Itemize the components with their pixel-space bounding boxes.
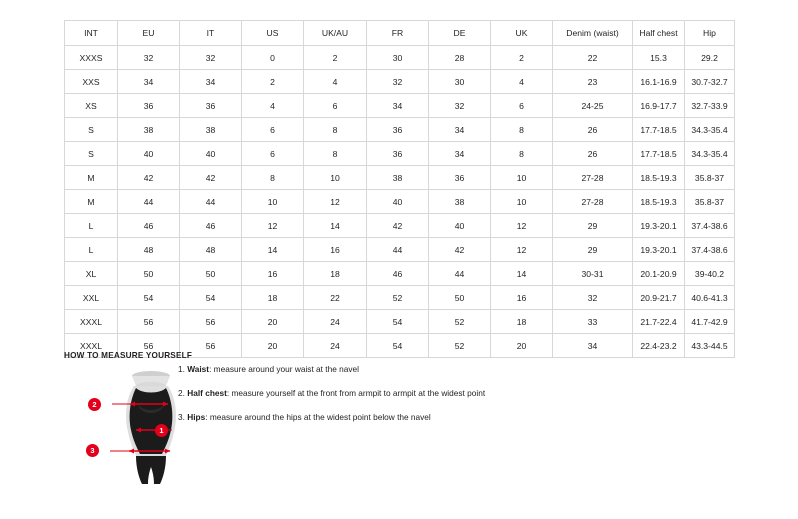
cell-it: 40 (180, 142, 242, 166)
cell-fr: 32 (367, 70, 429, 94)
table-body (65, 46, 735, 358)
cell-eu: 38 (118, 118, 180, 142)
cell-int: M (65, 190, 118, 214)
cell-hip: 41.7-42.9 (685, 310, 735, 334)
cell-hip: 32.7-33.9 (685, 94, 735, 118)
column-header-us: US (242, 21, 304, 46)
note-text: : measure yourself at the front from armpit to armpit at the widest point (226, 387, 486, 398)
cell-it: 44 (180, 190, 242, 214)
note-half-chest (178, 388, 598, 399)
cell-hip: 34.3-35.4 (685, 118, 735, 142)
cell-uk-au: 12 (304, 190, 367, 214)
marker-hips: 3 (86, 444, 99, 457)
cell-fr: 44 (367, 238, 429, 262)
cell-fr: 36 (367, 142, 429, 166)
marker-half-chest: 2 (88, 398, 101, 411)
column-header-fr: FR (367, 21, 429, 46)
cell-hip: 30.7-32.7 (685, 70, 735, 94)
cell-uk: 2 (491, 46, 553, 70)
cell-uk: 8 (491, 118, 553, 142)
cell-de: 34 (429, 118, 491, 142)
size-conversion-table (64, 20, 735, 358)
table-row (65, 166, 735, 190)
cell-eu: 56 (118, 334, 180, 358)
table-row (65, 262, 735, 286)
cell-uk: 10 (491, 190, 553, 214)
column-header-int: INT (65, 21, 118, 46)
how-to-measure-title: HOW TO MEASURE YOURSELF (64, 351, 193, 360)
cell-eu: 34 (118, 70, 180, 94)
cell-de: 40 (429, 214, 491, 238)
cell-uk: 12 (491, 238, 553, 262)
table-row (65, 142, 735, 166)
cell-it: 56 (180, 334, 242, 358)
note-waist (178, 364, 598, 375)
cell-us: 8 (242, 166, 304, 190)
note-term: Half chest (187, 387, 227, 398)
note-number: 2. (178, 387, 185, 398)
cell-uk-au: 24 (304, 310, 367, 334)
cell-hip: 34.3-35.4 (685, 142, 735, 166)
cell-half-chest: 20.9-21.7 (633, 286, 685, 310)
cell-denim-waist: 33 (553, 310, 633, 334)
cell-int: L (65, 238, 118, 262)
cell-us: 20 (242, 334, 304, 358)
cell-de: 28 (429, 46, 491, 70)
cell-denim-waist: 24-25 (553, 94, 633, 118)
cell-us: 16 (242, 262, 304, 286)
column-header-it: IT (180, 21, 242, 46)
cell-uk-au: 16 (304, 238, 367, 262)
cell-uk-au: 8 (304, 118, 367, 142)
cell-de: 44 (429, 262, 491, 286)
cell-uk: 16 (491, 286, 553, 310)
note-number: 1. (178, 364, 185, 374)
cell-half-chest: 18.5-19.3 (633, 190, 685, 214)
cell-fr: 40 (367, 190, 429, 214)
cell-us: 6 (242, 142, 304, 166)
cell-half-chest: 15.3 (633, 46, 685, 70)
cell-de: 42 (429, 238, 491, 262)
cell-us: 6 (242, 118, 304, 142)
table-row (65, 46, 735, 70)
cell-uk-au: 2 (304, 46, 367, 70)
cell-us: 18 (242, 286, 304, 310)
cell-uk: 10 (491, 166, 553, 190)
cell-hip: 35.8-37 (685, 190, 735, 214)
column-header-eu: EU (118, 21, 180, 46)
cell-de: 50 (429, 286, 491, 310)
table-row (65, 214, 735, 238)
cell-int: M (65, 166, 118, 190)
column-header-hip: Hip (685, 21, 735, 46)
cell-fr: 30 (367, 46, 429, 70)
cell-eu: 42 (118, 166, 180, 190)
cell-it: 50 (180, 262, 242, 286)
cell-it: 34 (180, 70, 242, 94)
note-text: : measure around the hips at the widest point below the navel (205, 411, 431, 422)
cell-us: 20 (242, 310, 304, 334)
table-row (65, 190, 735, 214)
cell-it: 56 (180, 310, 242, 334)
cell-denim-waist: 29 (553, 214, 633, 238)
note-term: Waist (187, 364, 210, 374)
cell-uk-au: 8 (304, 142, 367, 166)
cell-uk: 6 (491, 94, 553, 118)
cell-int: XXXS (65, 46, 118, 70)
table-header-row (65, 21, 735, 46)
cell-uk-au: 4 (304, 70, 367, 94)
cell-int: S (65, 142, 118, 166)
table-row (65, 286, 735, 310)
cell-de: 34 (429, 142, 491, 166)
cell-hip: 37.4-38.6 (685, 214, 735, 238)
cell-de: 30 (429, 70, 491, 94)
cell-uk: 8 (491, 142, 553, 166)
table-row (65, 310, 735, 334)
cell-it: 38 (180, 118, 242, 142)
cell-int: S (65, 118, 118, 142)
note-text: : measure around your waist at the navel (209, 364, 359, 374)
marker-waist: 1 (155, 424, 168, 437)
cell-half-chest: 18.5-19.3 (633, 166, 685, 190)
note-number: 3. (178, 411, 185, 422)
cell-hip: 40.6-41.3 (685, 286, 735, 310)
cell-int: XXL (65, 286, 118, 310)
cell-uk: 12 (491, 214, 553, 238)
cell-it: 32 (180, 46, 242, 70)
cell-hip: 43.3-44.5 (685, 334, 735, 358)
cell-hip: 37.4-38.6 (685, 238, 735, 262)
size-table-container (64, 20, 734, 358)
cell-eu: 50 (118, 262, 180, 286)
cell-half-chest: 21.7-22.4 (633, 310, 685, 334)
cell-eu: 32 (118, 46, 180, 70)
column-header-uk: UK (491, 21, 553, 46)
cell-fr: 36 (367, 118, 429, 142)
cell-denim-waist: 26 (553, 142, 633, 166)
cell-de: 36 (429, 166, 491, 190)
cell-fr: 52 (367, 286, 429, 310)
cell-fr: 42 (367, 214, 429, 238)
column-header-denim-waist: Denim (waist) (553, 21, 633, 46)
cell-eu: 40 (118, 142, 180, 166)
cell-de: 52 (429, 334, 491, 358)
cell-half-chest: 16.1-16.9 (633, 70, 685, 94)
cell-us: 4 (242, 94, 304, 118)
cell-denim-waist: 34 (553, 334, 633, 358)
cell-uk: 18 (491, 310, 553, 334)
cell-denim-waist: 27-28 (553, 190, 633, 214)
cell-eu: 46 (118, 214, 180, 238)
cell-uk-au: 14 (304, 214, 367, 238)
cell-it: 48 (180, 238, 242, 262)
cell-denim-waist: 30-31 (553, 262, 633, 286)
table-row (65, 94, 735, 118)
column-header-uk-au: UK/AU (304, 21, 367, 46)
cell-half-chest: 20.1-20.9 (633, 262, 685, 286)
cell-uk: 4 (491, 70, 553, 94)
cell-fr: 38 (367, 166, 429, 190)
cell-uk-au: 6 (304, 94, 367, 118)
cell-de: 52 (429, 310, 491, 334)
cell-fr: 46 (367, 262, 429, 286)
cell-eu: 44 (118, 190, 180, 214)
cell-half-chest: 17.7-18.5 (633, 142, 685, 166)
cell-half-chest: 19.3-20.1 (633, 238, 685, 262)
cell-denim-waist: 26 (553, 118, 633, 142)
column-header-half-chest: Half chest (633, 21, 685, 46)
cell-int: L (65, 214, 118, 238)
cell-fr: 34 (367, 94, 429, 118)
cell-it: 36 (180, 94, 242, 118)
cell-de: 32 (429, 94, 491, 118)
cell-it: 54 (180, 286, 242, 310)
cell-denim-waist: 29 (553, 238, 633, 262)
cell-us: 12 (242, 214, 304, 238)
measure-notes (178, 364, 598, 435)
cell-eu: 56 (118, 310, 180, 334)
cell-fr: 54 (367, 310, 429, 334)
cell-hip: 39-40.2 (685, 262, 735, 286)
cell-eu: 48 (118, 238, 180, 262)
column-header-de: DE (429, 21, 491, 46)
cell-half-chest: 16.9-17.7 (633, 94, 685, 118)
cell-denim-waist: 32 (553, 286, 633, 310)
cell-half-chest: 22.4-23.2 (633, 334, 685, 358)
note-hips (178, 412, 598, 423)
cell-uk: 20 (491, 334, 553, 358)
cell-hip: 29.2 (685, 46, 735, 70)
table-header (65, 21, 735, 46)
cell-uk-au: 24 (304, 334, 367, 358)
cell-uk-au: 22 (304, 286, 367, 310)
cell-us: 14 (242, 238, 304, 262)
cell-eu: 54 (118, 286, 180, 310)
cell-hip: 35.8-37 (685, 166, 735, 190)
cell-int: XXXL (65, 334, 118, 358)
cell-us: 2 (242, 70, 304, 94)
cell-int: XS (65, 94, 118, 118)
cell-uk-au: 10 (304, 166, 367, 190)
table-row (65, 238, 735, 262)
cell-int: XL (65, 262, 118, 286)
cell-half-chest: 19.3-20.1 (633, 214, 685, 238)
cell-denim-waist: 23 (553, 70, 633, 94)
cell-de: 38 (429, 190, 491, 214)
cell-eu: 36 (118, 94, 180, 118)
table-row (65, 118, 735, 142)
cell-half-chest: 17.7-18.5 (633, 118, 685, 142)
cell-int: XXXL (65, 310, 118, 334)
cell-fr: 54 (367, 334, 429, 358)
cell-uk-au: 18 (304, 262, 367, 286)
cell-int: XXS (65, 70, 118, 94)
cell-us: 10 (242, 190, 304, 214)
table-row (65, 70, 735, 94)
cell-uk: 14 (491, 262, 553, 286)
cell-us: 0 (242, 46, 304, 70)
cell-denim-waist: 22 (553, 46, 633, 70)
note-term: Hips (187, 411, 206, 422)
cell-denim-waist: 27-28 (553, 166, 633, 190)
cell-it: 46 (180, 214, 242, 238)
cell-it: 42 (180, 166, 242, 190)
